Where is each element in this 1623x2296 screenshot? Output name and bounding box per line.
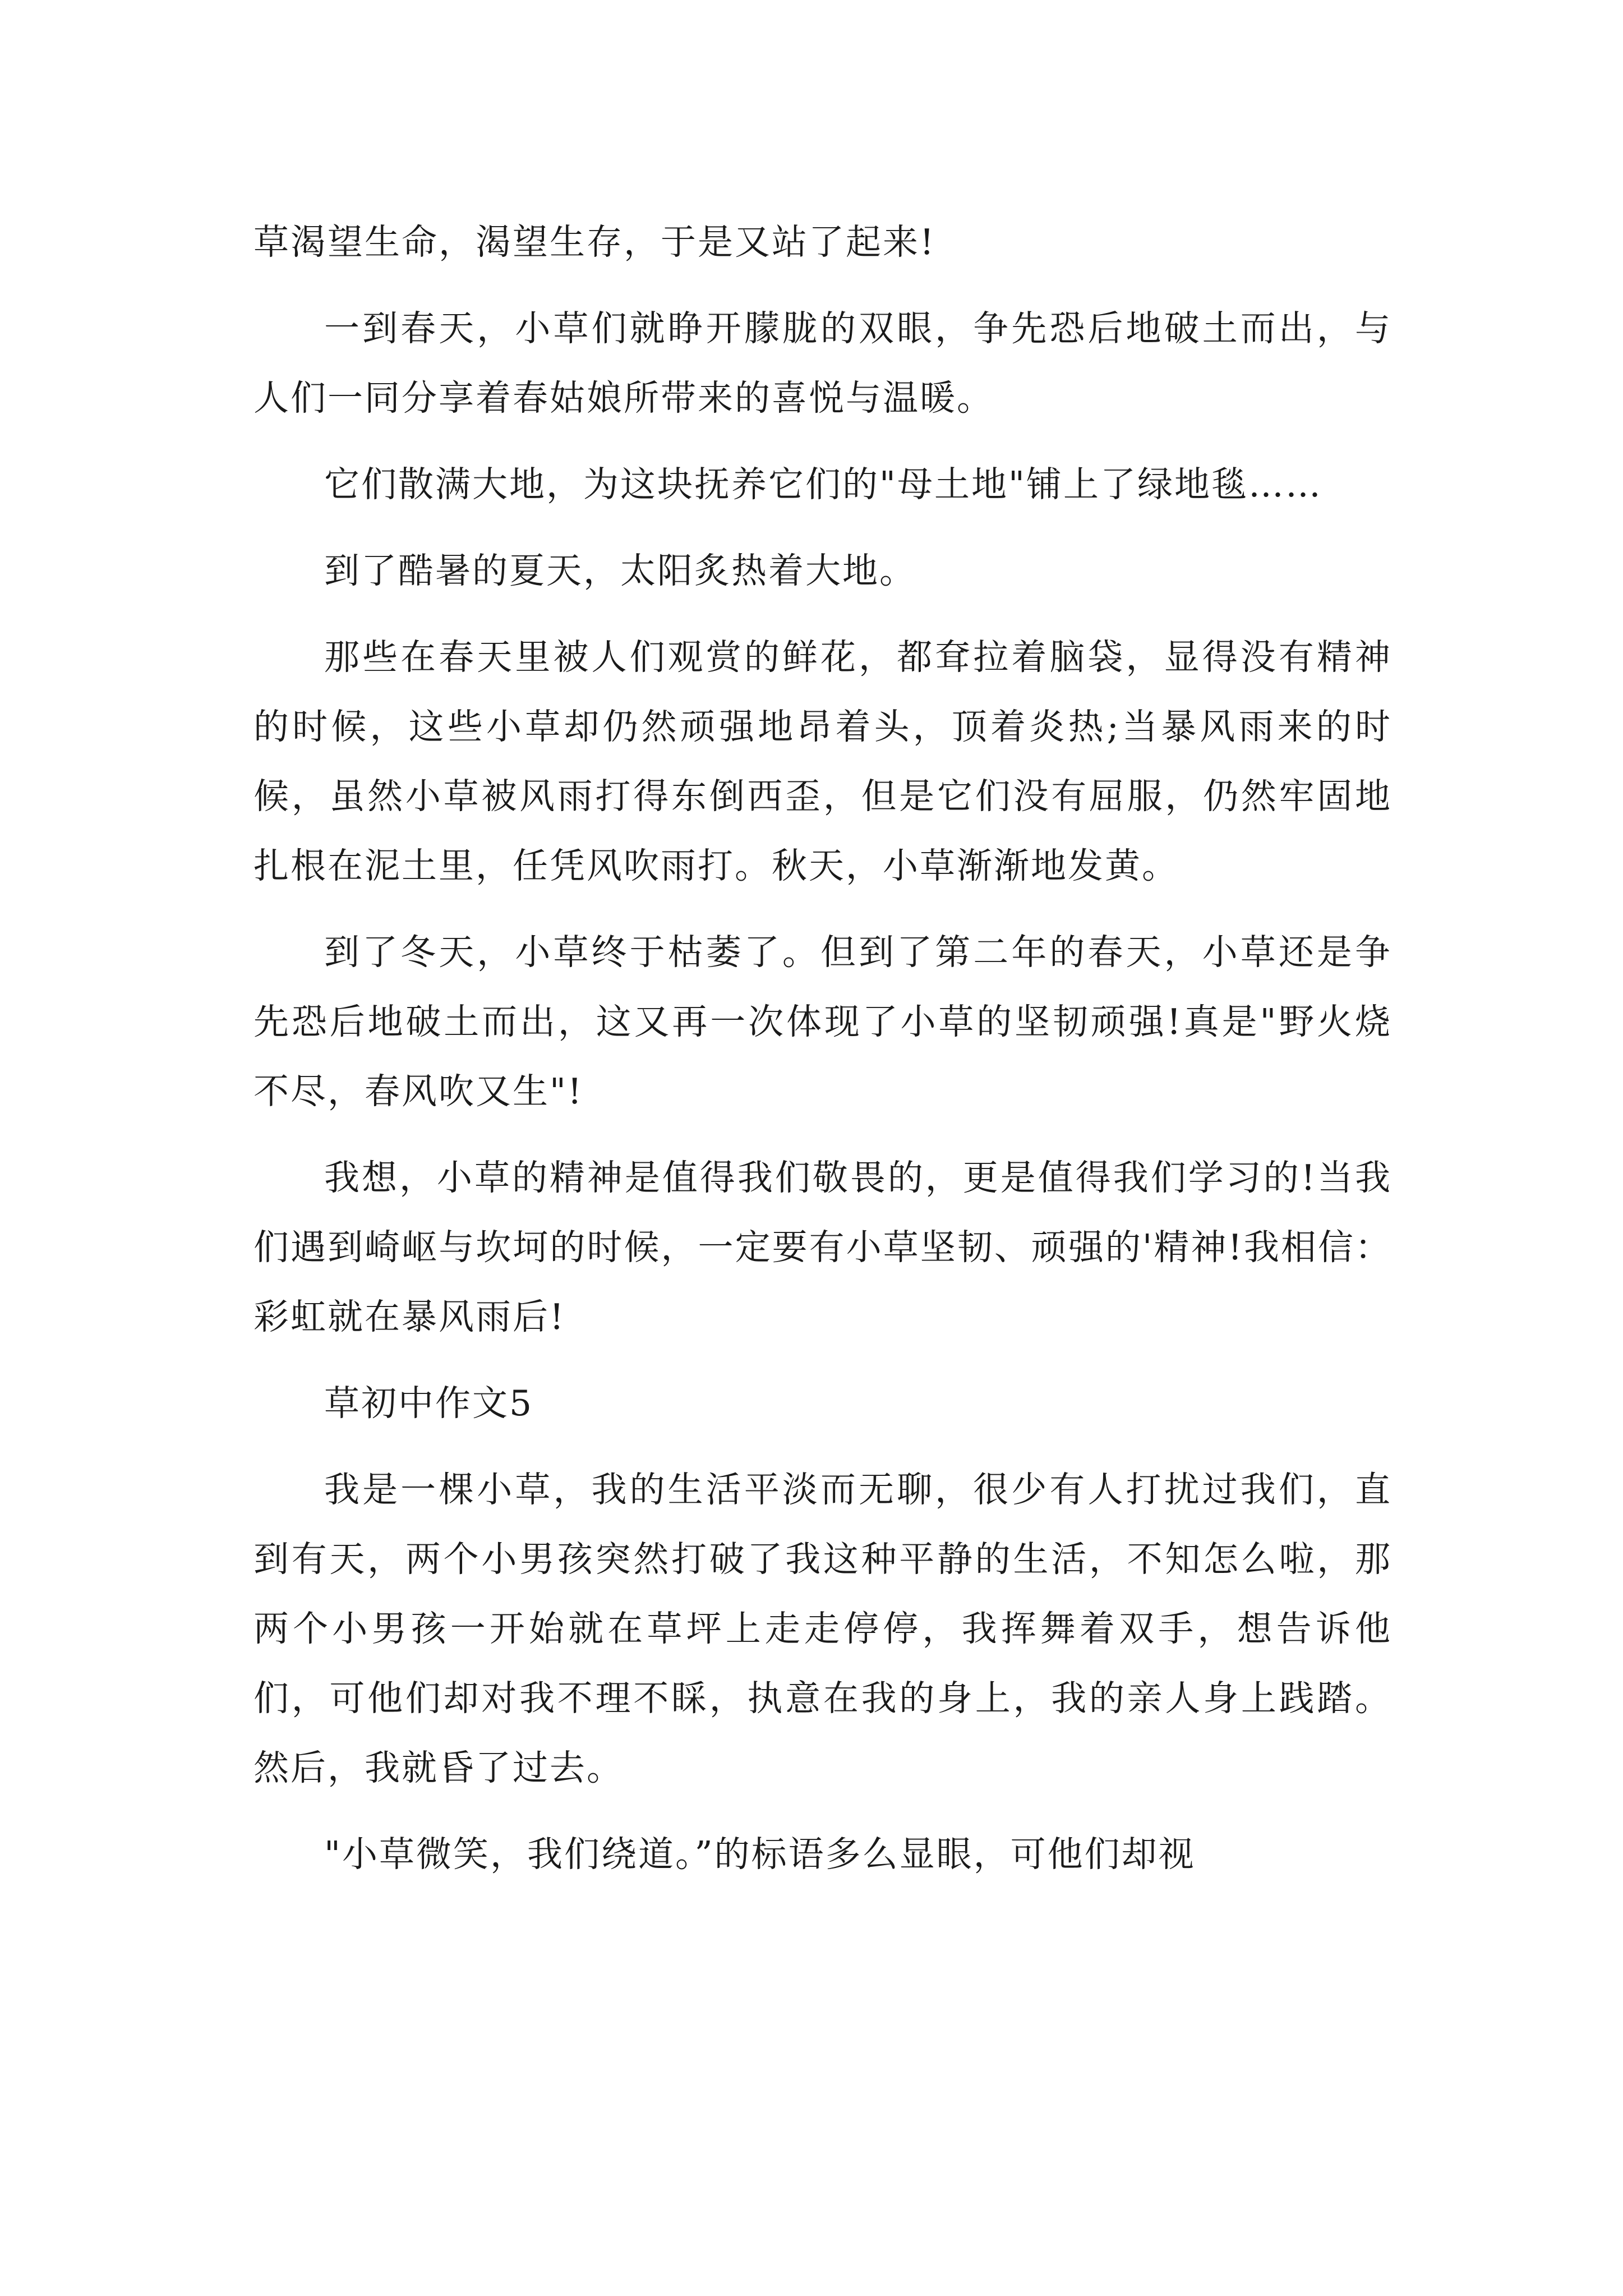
paragraph-1: 草渴望生命，渴望生存，于是又站了起来! bbox=[253, 222, 936, 263]
paragraph-4: 到了酷暑的夏天，太阳炙热着大地。 bbox=[324, 550, 916, 591]
section-heading: 草初中作文5 bbox=[324, 1383, 534, 1424]
document-body bbox=[253, 208, 1392, 1906]
paragraph-3: 它们散满大地，为这块抚养它们的"母土地"铺上了绿地毯…… bbox=[324, 464, 1322, 505]
paragraph-9: "小草微笑，我们绕道。”的标语多么显眼，可他们却视 bbox=[324, 1834, 1196, 1875]
paragraph-6: 到了冬天，小草终于枯萎了。但到了第二年的春天，小草还是争先恐后地破土而出，这又再一次体现了小草的坚韧顽强!真是"野火烧不尽，春风吹又生"! bbox=[253, 932, 1392, 1112]
paragraph-7: 我想，小草的精神是值得我们敬畏的，更是值得我们学习的!当我们遇到崎岖与坎坷的时候，一定要有小草坚韧、顽强的'精神!我相信：彩虹就在暴风雨后! bbox=[253, 1157, 1392, 1337]
paragraph-5: 那些在春天里被人们观赏的鲜花，都耷拉着脑袋，显得没有精神的时候，这些小草却仍然顽强地昂着头，顶着炎热;当暴风雨来的时候，虽然小草被风雨打得东倒西歪，但是它们没有屈服，仍然牢固地扎根在泥土里，任凭风吹雨打。秋天，小草渐渐地发黄。 bbox=[253, 637, 1392, 886]
paragraph-8: 我是一棵小草，我的生活平淡而无聊，很少有人打扰过我们，直到有天，两个小男孩突然打破了我这种平静的生活，不知怎么啦，那两个小男孩一开始就在草坪上走走停停，我挥舞着双手，想告诉他们，可他们却对我不理不睬，执意在我的身上，我的亲人身上践踏。然后，我就昏了过去。 bbox=[253, 1469, 1392, 1788]
paragraph-2: 一到春天，小草们就睁开朦胧的双眼，争先恐后地破土而出，与人们一同分享着春姑娘所带来的喜悦与温暖。 bbox=[253, 308, 1392, 418]
